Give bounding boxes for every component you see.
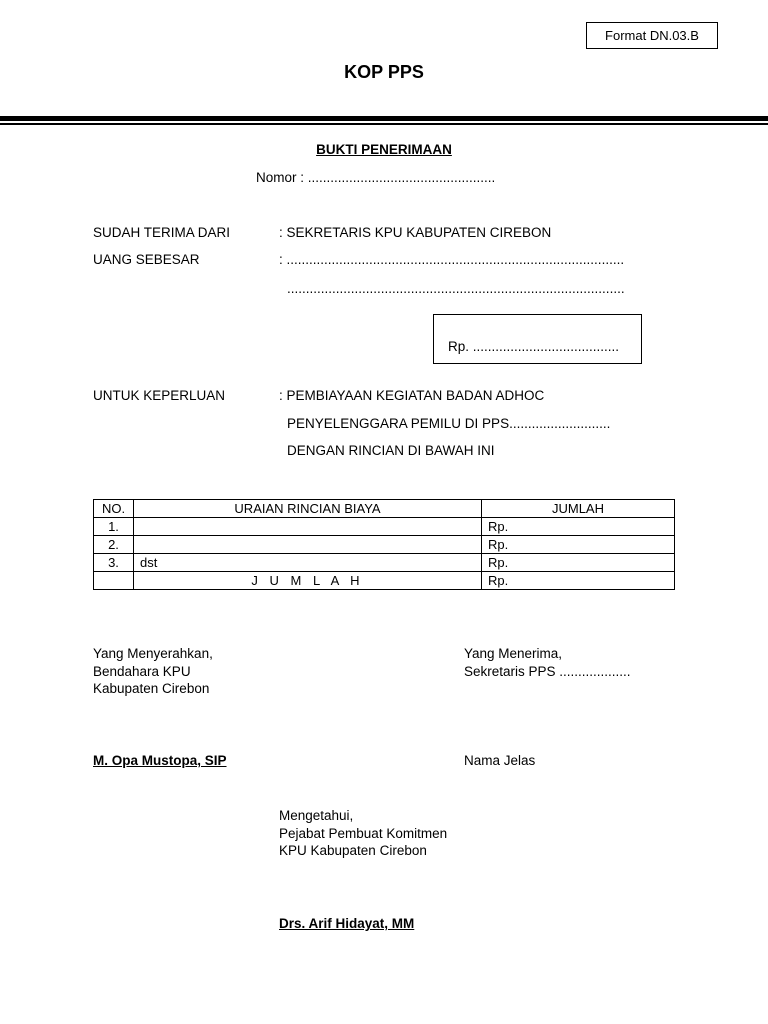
signature-left-name: M. Opa Mustopa, SIP — [93, 753, 227, 768]
uang-label: UANG SEBESAR — [93, 252, 200, 267]
header-no: NO. — [94, 500, 134, 518]
table-total-row — [94, 572, 675, 590]
keperluan-label: UNTUK KEPERLUAN — [93, 388, 226, 403]
signature-center-line1: Mengetahui, — [279, 808, 354, 823]
header-rule-thin — [0, 123, 768, 125]
signature-left-line2: Bendahara KPU — [93, 663, 191, 679]
uang-value-line-2: .......................................................................................... — [287, 281, 625, 296]
table-header-row — [94, 500, 675, 518]
dari-label: SUDAH TERIMA DARI — [93, 225, 231, 240]
document-title: BUKTI PENERIMAAN — [316, 142, 452, 157]
cell-uraian — [134, 518, 482, 536]
cell-uraian: dst — [134, 554, 482, 572]
signature-right-name: Nama Jelas — [464, 753, 536, 768]
dari-value: : SEKRETARIS KPU KABUPATEN CIREBON — [279, 225, 552, 240]
signature-center-line3: KPU Kabupaten Cirebon — [279, 843, 427, 858]
cell-no-empty — [94, 572, 134, 590]
cell-jumlah: Rp. — [482, 518, 675, 536]
header-jumlah: JUMLAH — [482, 500, 675, 518]
cell-no: 2. — [94, 536, 134, 554]
keperluan-line-1: : PEMBIAYAAN KEGIATAN BADAN ADHOC — [279, 388, 545, 403]
kop-heading: KOP PPS — [344, 62, 424, 82]
signature-center-line2: Pejabat Pembuat Komitmen — [279, 825, 448, 841]
nomor-line: Nomor : .................................................. — [256, 170, 496, 185]
signature-right-line1: Yang Menerima, — [464, 646, 563, 661]
cell-uraian — [134, 536, 482, 554]
table-row — [94, 536, 675, 554]
cell-jumlah: Rp. — [482, 554, 675, 572]
keperluan-line-3: DENGAN RINCIAN DI BAWAH INI — [287, 443, 495, 458]
header-rule-thick — [0, 116, 768, 121]
signature-right-line2: Sekretaris PPS ................... — [464, 663, 631, 679]
uang-value-line-1: : .......................................................................................... — [279, 252, 625, 267]
keperluan-line-2: PENYELENGGARA PEMILU DI PPS........................... — [287, 416, 611, 431]
signature-center — [279, 807, 447, 860]
total-label: J U M L A H — [134, 572, 482, 590]
header-uraian: URAIAN RINCIAN BIAYA — [134, 500, 482, 518]
cell-no: 3. — [94, 554, 134, 572]
signature-center-name: Drs. Arif Hidayat, MM — [279, 916, 415, 931]
total-value: Rp. — [482, 572, 675, 590]
signature-left-line1: Yang Menyerahkan, — [93, 646, 213, 661]
cell-jumlah: Rp. — [482, 536, 675, 554]
signature-left-line3: Kabupaten Cirebon — [93, 681, 210, 696]
format-label — [586, 22, 718, 49]
table-row — [94, 554, 675, 572]
signature-right — [464, 645, 631, 680]
rp-amount-text: Rp. ....................................... — [448, 339, 620, 354]
cell-no: 1. — [94, 518, 134, 536]
table-row — [94, 518, 675, 536]
rincian-table — [93, 499, 675, 590]
signature-left — [93, 645, 213, 698]
format-label-text: Format DN.03.B — [605, 28, 699, 43]
